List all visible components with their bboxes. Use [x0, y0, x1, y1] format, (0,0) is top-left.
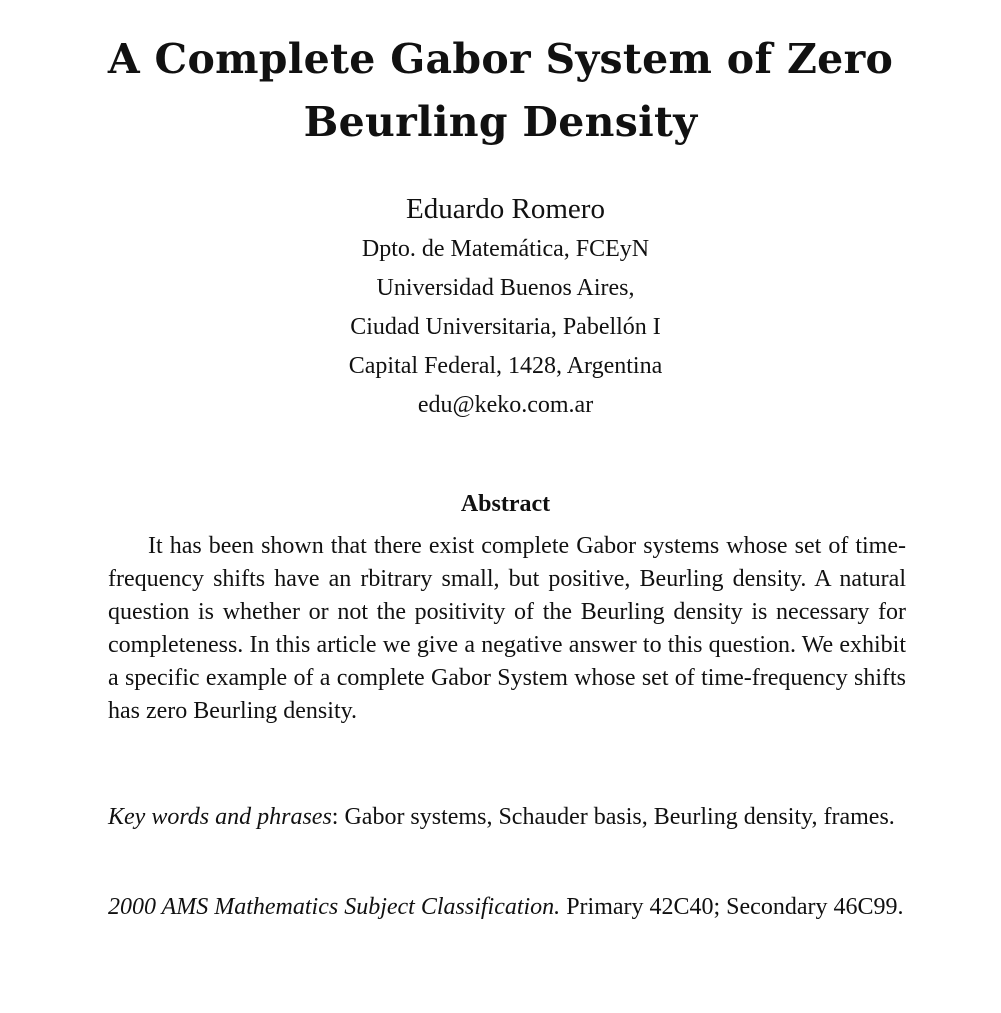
affiliation-department: Dpto. de Matemática, FCEyN [361, 236, 650, 262]
author-email: edu@keko.com.ar [417, 392, 594, 418]
affiliation-university: Universidad Buenos Aires, [376, 275, 635, 301]
title-line-1: A Complete Gabor System of Zero [107, 35, 894, 83]
ams-classification [108, 891, 906, 924]
affiliation-city: Capital Federal, 1428, Argentina [348, 353, 663, 379]
author-block [0, 188, 1001, 425]
keywords-label: Key words and phrases [108, 804, 332, 830]
abstract-text: It has been shown that there exist complete Gabor systems whose set of time-frequency shifts have an rbitrary small, but positive, Beurling density. A natural question is whether or not the positivity of the Beurling density is necessary for completeness. In this article we give a negative answer to this question. We exhibit a specific example of a complete Gabor System whose set of time-frequency shifts has zero Beurling density. [108, 533, 906, 724]
keywords-text: Gabor systems, Schauder basis, Beurling density, frames. [344, 804, 895, 830]
keywords-separator: : [331, 804, 345, 830]
ams-text: Primary 42C40; Secondary 46C99. [560, 894, 904, 920]
author-name: Eduardo Romero [406, 193, 605, 225]
paper-title [0, 28, 1001, 154]
keywords-paragraph [108, 801, 906, 834]
affiliation-campus: Ciudad Universitaria, Pabellón I [350, 314, 661, 340]
abstract-heading: Abstract [460, 491, 551, 517]
ams-label: 2000 AMS Mathematics Subject Classification. [108, 894, 561, 920]
title-line-2: Beurling Density [303, 98, 698, 146]
